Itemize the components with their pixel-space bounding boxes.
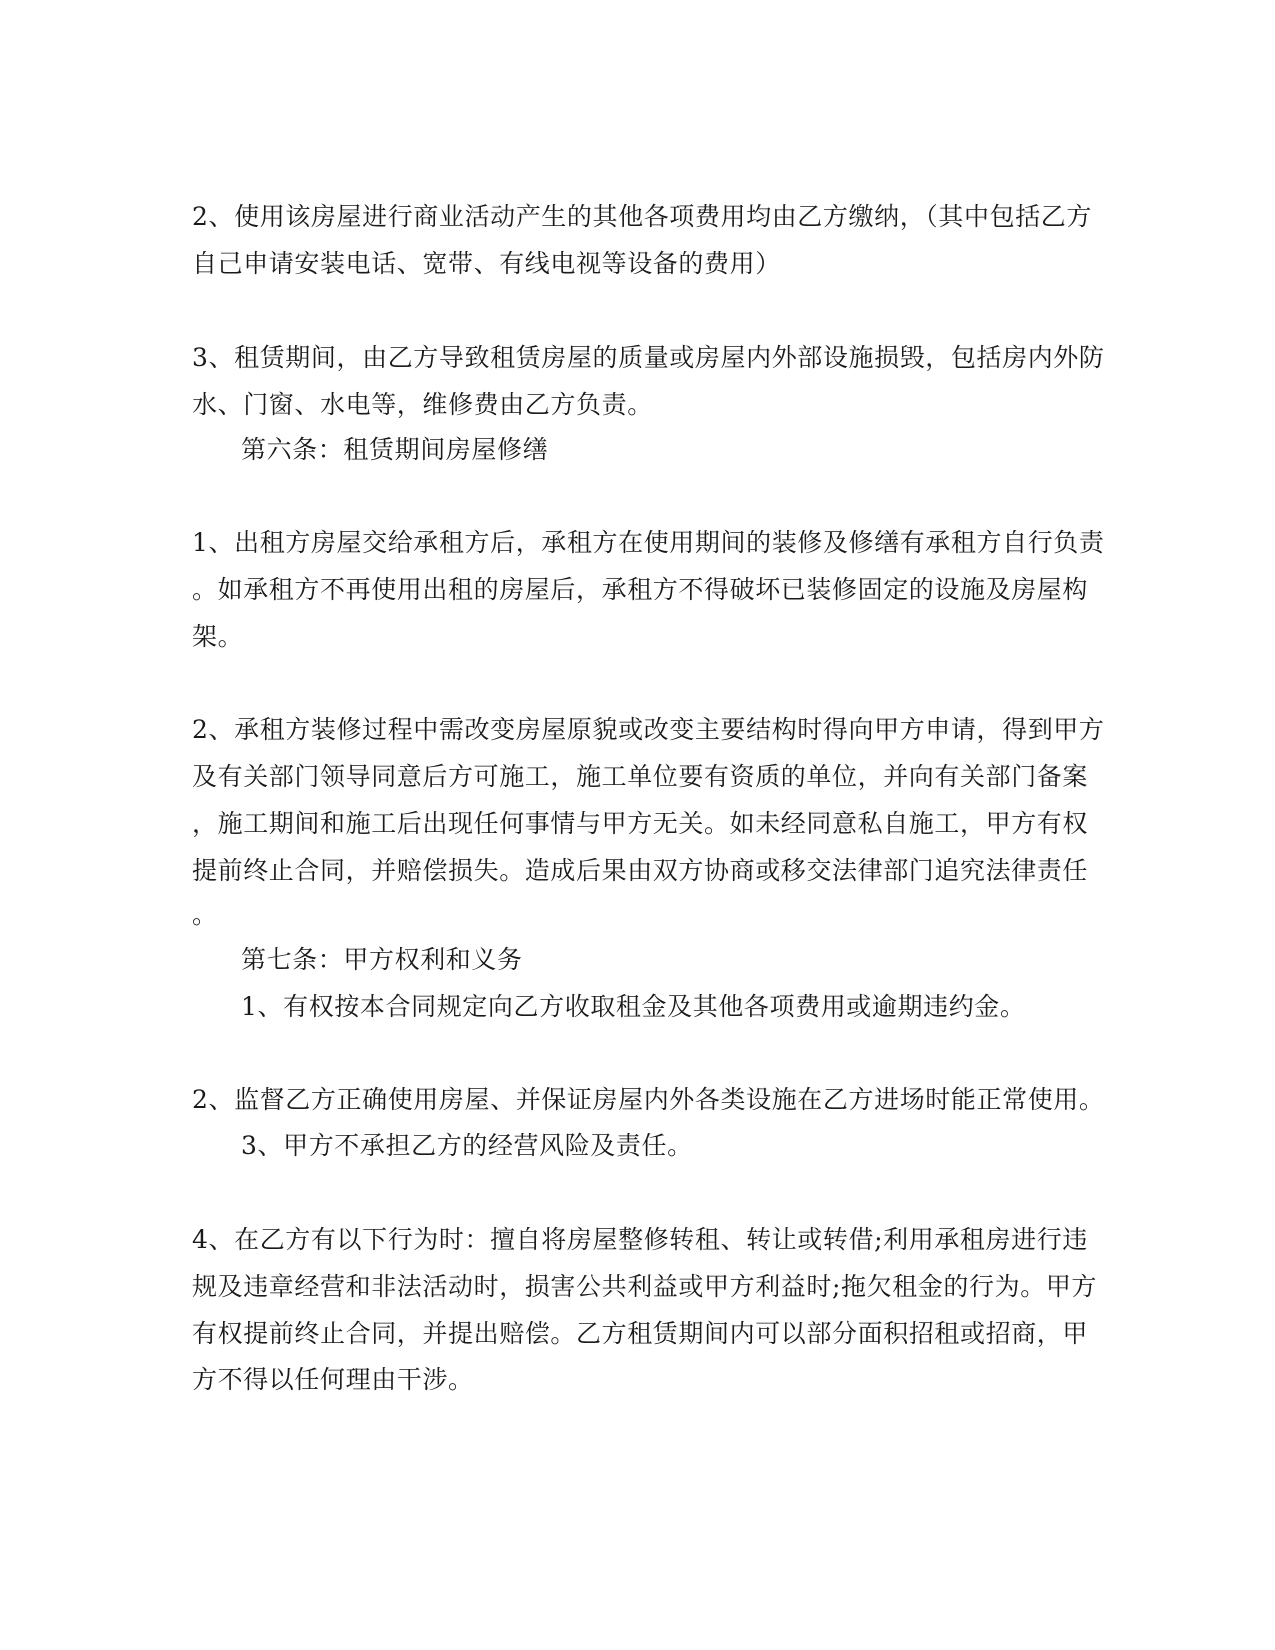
- text-line: 提前终止合同，并赔偿损失。造成后果由双方协商或移交法律部门追究法律责任: [192, 856, 1089, 885]
- text-line: 。如承租方不再使用出租的房屋后，承租方不得破坏已装修固定的设施及房屋构: [192, 575, 1089, 604]
- text-line: 。: [192, 900, 218, 929]
- text-line: 2、监督乙方正确使用房屋、并保证房屋内外各类设施在乙方进场时能正常使用。: [192, 1085, 1105, 1114]
- section-heading: 第七条：甲方权利和义务: [241, 945, 523, 974]
- text-line: 架。: [192, 622, 244, 651]
- text-line: 及有关部门领导同意后方可施工，施工单位要有资质的单位，并向有关部门备案: [192, 762, 1089, 791]
- text-line: 2、承租方装修过程中需改变房屋原貌或改变主要结构时得向甲方申请，得到甲方: [192, 715, 1105, 744]
- text-line: 1、有权按本合同规定向乙方收取租金及其他各项费用或逾期违约金。: [241, 992, 1026, 1021]
- text-line: 3、甲方不承担乙方的经营风险及责任。: [241, 1131, 693, 1160]
- text-line: 2、使用该房屋进行商业活动产生的其他各项费用均由乙方缴纳，（其中包括乙方: [192, 202, 1093, 231]
- text-line: 自己申请安装电话、宽带、有线电视等设备的费用）: [192, 249, 781, 278]
- text-line: 方不得以任何理由干涉。: [192, 1365, 474, 1394]
- text-line: 4、在乙方有以下行为时：擅自将房屋整修转租、转让或转借;利用承租房进行违: [192, 1225, 1088, 1254]
- text-line: ，施工期间和施工后出现任何事情与甲方无关。如未经同意私自施工，甲方有权: [192, 809, 1089, 838]
- text-line: 水、门窗、水电等，维修费由乙方负责。: [192, 390, 653, 419]
- text-line: 3、租赁期间，由乙方导致租赁房屋的质量或房屋内外部设施损毁，包括房内外防: [192, 343, 1105, 372]
- text-line: 1、出租方房屋交给承租方后，承租方在使用期间的装修及修缮有承租方自行负责: [192, 528, 1105, 557]
- section-heading: 第六条：租赁期间房屋修缮: [241, 435, 549, 464]
- text-line: 规及违章经营和非法活动时，损害公共利益或甲方利益时;拖欠租金的行为。甲方: [192, 1272, 1098, 1301]
- text-line: 有权提前终止合同，并提出赔偿。乙方租赁期间内可以部分面积招租或招商，甲: [192, 1319, 1089, 1348]
